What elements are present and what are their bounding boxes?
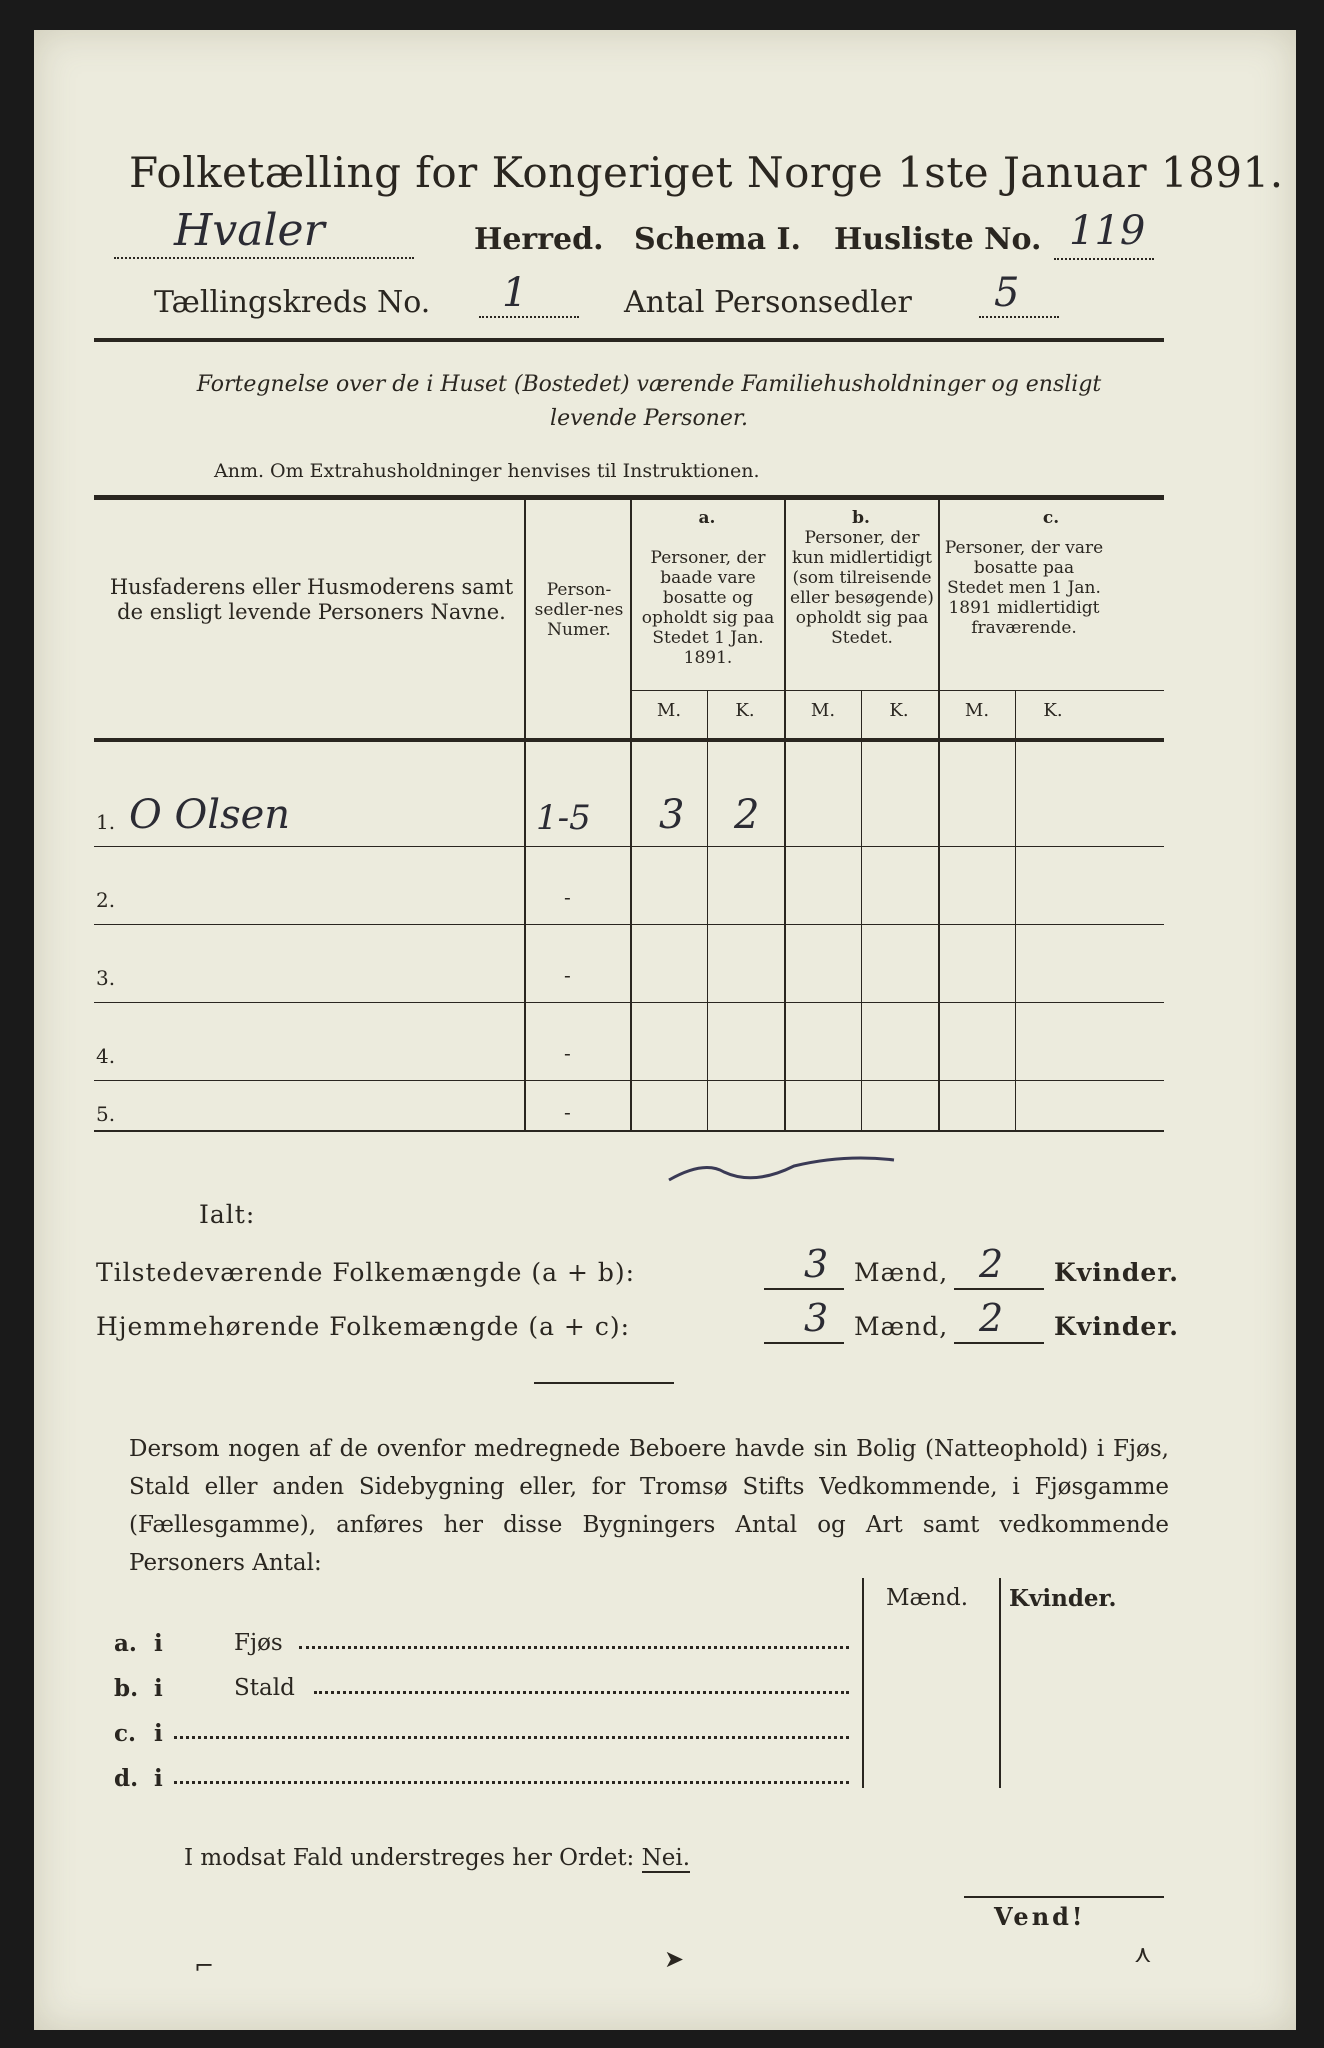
col-divider-name bbox=[524, 500, 526, 1130]
col-a-header: Personer, der baade vare bosatte og opholdt sig paa Stedet 1 Jan. 1891. bbox=[641, 548, 775, 668]
b-k-label: K. bbox=[889, 700, 909, 721]
intro-text bbox=[129, 368, 1169, 436]
tilstede-label: Tilstedeværende Folkemængde (a + b): bbox=[96, 1258, 636, 1287]
husliste-underline bbox=[1054, 258, 1154, 260]
row-4-numer: - bbox=[564, 1041, 571, 1065]
hjemme-k-value: 2 bbox=[979, 1296, 1004, 1340]
antal-underline bbox=[979, 316, 1059, 318]
row-3-rule bbox=[94, 1002, 1164, 1003]
intro-line-1: Fortegnelse over de i Huset (Bostedet) værende Familiehusholdninger og ensligt bbox=[196, 372, 1102, 397]
census-form-sheet bbox=[34, 30, 1296, 2030]
husliste-label: Husliste No. bbox=[834, 222, 1042, 257]
row-2-numer: - bbox=[564, 885, 571, 909]
buildings-divider-2 bbox=[999, 1578, 1001, 1788]
building-a-letter: a. bbox=[114, 1630, 137, 1657]
vend-label: Vend! bbox=[994, 1902, 1086, 1931]
col-b-header: Personer, der kun midlertidigt (som tilreisende eller besøgende) opholdt sig paa Stedet. bbox=[790, 528, 934, 648]
tilstede-kvinder: Kvinder. bbox=[1054, 1258, 1179, 1287]
building-a-i: i bbox=[154, 1630, 163, 1657]
row-1-a-m: 3 bbox=[659, 792, 685, 838]
building-b-i: i bbox=[154, 1675, 163, 1702]
row-3-number: 3. bbox=[96, 966, 116, 990]
building-d-letter: d. bbox=[114, 1765, 139, 1792]
table-top-rule bbox=[94, 495, 1164, 500]
mk-header-rule bbox=[630, 690, 1164, 691]
col-name-header: Husfaderens eller Husmoderens samt de ensligt levende Personers Navne. bbox=[109, 575, 514, 624]
pencil-check-mark bbox=[664, 1150, 904, 1190]
col-a-letter: a. bbox=[698, 508, 716, 528]
building-b-letter: b. bbox=[114, 1675, 139, 1702]
buildings-paragraph: Dersom nogen af de ovenfor medregnede Beboere havde sin Bolig (Natteophold) i Fjøs, Stald eller anden Sidebygning eller, for Tromsø Stifts Vedkommende, i Fjøsgamme (Fællesgamme), anføres her disse Bygningers Antal og Art samt vedkommende Personers Antal: bbox=[129, 1436, 1169, 1576]
col-numer-header: Person-sedler-nes Numer. bbox=[534, 580, 624, 640]
hjemme-m-underline bbox=[764, 1342, 844, 1344]
building-b-label: Stald bbox=[234, 1675, 295, 1701]
col-divider-a bbox=[784, 500, 786, 1130]
tilstede-m-value: 3 bbox=[804, 1242, 829, 1286]
c-m-label: M. bbox=[964, 700, 990, 721]
hjemme-kvinder: Kvinder. bbox=[1054, 1312, 1179, 1341]
row-1-name: O Olsen bbox=[129, 792, 291, 838]
intro-line-2: levende Personer. bbox=[550, 406, 748, 431]
building-b-dots bbox=[314, 1691, 849, 1694]
row-2-rule bbox=[94, 924, 1164, 925]
fold-mark-right: ⋏ bbox=[1134, 1940, 1152, 1968]
herred-value: Hvaler bbox=[174, 205, 325, 256]
section-divider bbox=[534, 1382, 674, 1384]
row-3-numer: - bbox=[564, 963, 571, 987]
building-c-i: i bbox=[154, 1720, 163, 1747]
buildings-divider-1 bbox=[862, 1578, 864, 1788]
hjemme-maend: Mænd, bbox=[854, 1312, 949, 1341]
tilstede-m-underline bbox=[764, 1288, 844, 1290]
building-d-i: i bbox=[154, 1765, 163, 1792]
building-a-label: Fjøs bbox=[234, 1630, 283, 1656]
col-c-header: Personer, der vare bosatte paa Stedet men 1 Jan. 1891 midlertidigt fraværende. bbox=[944, 538, 1104, 638]
row-1-rule bbox=[94, 846, 1164, 847]
schema-label: Schema I. bbox=[634, 222, 801, 257]
row-2-number: 2. bbox=[96, 888, 116, 912]
table-header-rule bbox=[94, 738, 1164, 742]
col-c-letter: c. bbox=[1042, 508, 1060, 528]
building-d-dots bbox=[174, 1781, 849, 1784]
herred-underline bbox=[114, 257, 414, 259]
buildings-col-kvinder: Kvinder. bbox=[1009, 1585, 1117, 1612]
table-bottom-rule bbox=[94, 1130, 1164, 1132]
vend-rule bbox=[964, 1896, 1164, 1898]
fold-mark-left: ⌐ bbox=[194, 1952, 215, 1980]
col-divider-b bbox=[938, 500, 940, 1130]
col-divider-cm bbox=[1015, 690, 1016, 1130]
row-1-a-k: 2 bbox=[734, 792, 760, 838]
kreds-underline bbox=[479, 316, 579, 318]
b-m-label: M. bbox=[810, 700, 836, 721]
col-divider-numer bbox=[630, 500, 632, 1130]
building-c-dots bbox=[174, 1736, 849, 1739]
antal-value: 5 bbox=[994, 270, 1020, 316]
ialt-label: Ialt: bbox=[199, 1200, 256, 1229]
modsat-text: I modsat Fald understreges her Ordet: bbox=[184, 1845, 642, 1871]
building-a-dots bbox=[299, 1646, 849, 1649]
kreds-value: 1 bbox=[502, 270, 528, 316]
fold-mark-center: ➤ bbox=[664, 1945, 685, 1973]
nei-word: Nei. bbox=[641, 1845, 691, 1871]
row-1-numer: 1-5 bbox=[536, 798, 591, 838]
col-divider-bm bbox=[861, 690, 862, 1130]
hjemme-m-value: 3 bbox=[804, 1296, 829, 1340]
col-b-letter: b. bbox=[852, 508, 870, 528]
hjemme-k-underline bbox=[954, 1342, 1044, 1344]
tilstede-k-underline bbox=[954, 1288, 1044, 1290]
form-title: Folketælling for Kongeriget Norge 1ste Januar 1891. bbox=[129, 148, 1284, 197]
a-k-label: K. bbox=[735, 700, 755, 721]
modsat-line bbox=[184, 1845, 690, 1871]
row-5-number: 5. bbox=[96, 1102, 116, 1126]
c-k-label: K. bbox=[1043, 700, 1063, 721]
row-1-number: 1. bbox=[96, 810, 116, 834]
col-divider-am bbox=[707, 690, 708, 1130]
row-4-number: 4. bbox=[96, 1044, 116, 1068]
tilstede-k-value: 2 bbox=[979, 1242, 1004, 1286]
row-4-rule bbox=[94, 1080, 1164, 1081]
tilstede-maend: Mænd, bbox=[854, 1258, 949, 1287]
herred-label: Herred. bbox=[474, 222, 604, 257]
hjemme-label: Hjemmehørende Folkemængde (a + c): bbox=[96, 1312, 630, 1341]
header-rule bbox=[94, 338, 1164, 342]
kreds-label: Tællingskreds No. bbox=[154, 285, 431, 320]
buildings-col-maend: Mænd. bbox=[886, 1585, 969, 1611]
a-m-label: M. bbox=[656, 700, 682, 721]
anm-note: Anm. Om Extrahusholdninger henvises til Instruktionen. bbox=[214, 460, 760, 482]
antal-label: Antal Personsedler bbox=[624, 285, 912, 320]
building-c-letter: c. bbox=[114, 1720, 137, 1747]
husliste-value: 119 bbox=[1069, 208, 1146, 254]
row-5-numer: - bbox=[564, 1100, 571, 1124]
